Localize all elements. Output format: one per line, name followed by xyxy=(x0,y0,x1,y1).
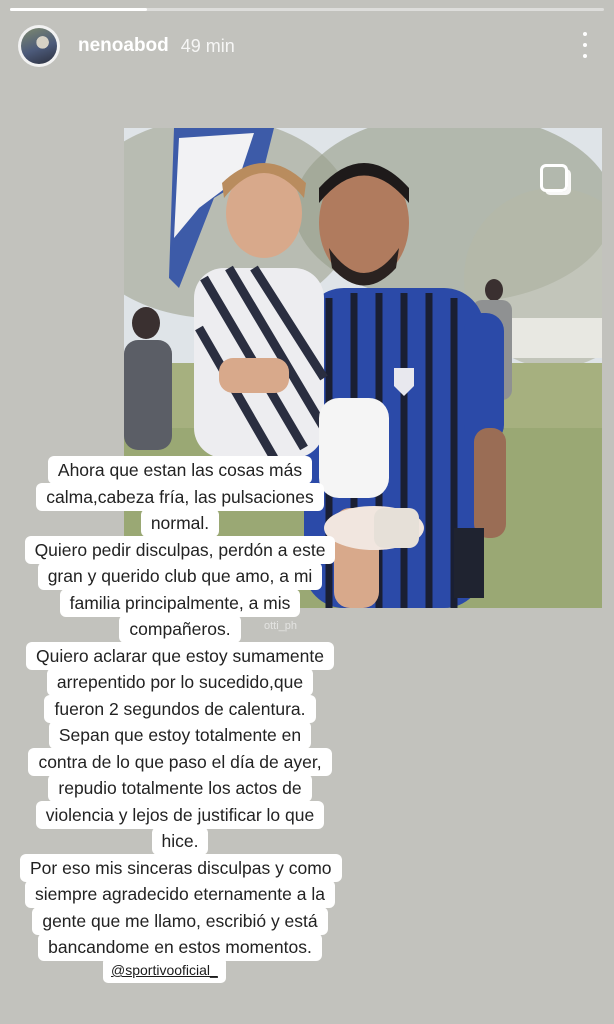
caption-line: normal. xyxy=(141,509,219,537)
story-progress-bar xyxy=(10,8,604,11)
caption-line: repudio totalmente los actos de xyxy=(48,774,311,802)
caption-line: Sepan que estoy totalmente en xyxy=(49,721,311,749)
avatar[interactable] xyxy=(18,25,60,67)
timestamp: 49 min xyxy=(180,35,235,56)
caption-line: gran y querido club que amo, a mi xyxy=(38,562,323,590)
caption-line: Quiero pedir disculpas, perdón a este xyxy=(25,536,336,564)
story-header xyxy=(18,24,596,68)
caption-line: gente que me llamo, escribió y está xyxy=(32,907,327,935)
caption-line: contra de lo que paso el día de ayer, xyxy=(28,748,331,776)
caption-line: bancandome en estos momentos. xyxy=(38,933,322,961)
caption-line: arrepentido por lo sucedido,que xyxy=(47,668,313,696)
save-icon[interactable] xyxy=(540,164,568,192)
caption-line: violencia y lejos de justificar lo que xyxy=(36,801,324,829)
caption-text xyxy=(20,456,340,960)
story-progress-fill xyxy=(10,8,147,11)
caption-line: familia principalmente, a mis xyxy=(60,589,301,617)
caption-line: calma,cabeza fría, las pulsaciones xyxy=(36,483,324,511)
caption-line: Por eso mis sinceras disculpas y como xyxy=(20,854,342,882)
mention-sticker[interactable]: @sportivooficial_ xyxy=(103,957,226,983)
username[interactable]: nenoabod xyxy=(78,35,169,56)
caption-line: siempre agradecido eternamente a la xyxy=(25,880,335,908)
caption-line: compañeros. xyxy=(119,615,240,643)
caption-line: Ahora que estan las cosas más xyxy=(48,456,312,484)
caption-line: hice. xyxy=(152,827,209,855)
photo-credit: otti_ph xyxy=(264,620,298,632)
caption-line: fueron 2 segundos de calentura. xyxy=(44,695,315,723)
caption-line: Quiero aclarar que estoy sumamente xyxy=(26,642,334,670)
more-vertical-icon[interactable] xyxy=(580,32,590,58)
